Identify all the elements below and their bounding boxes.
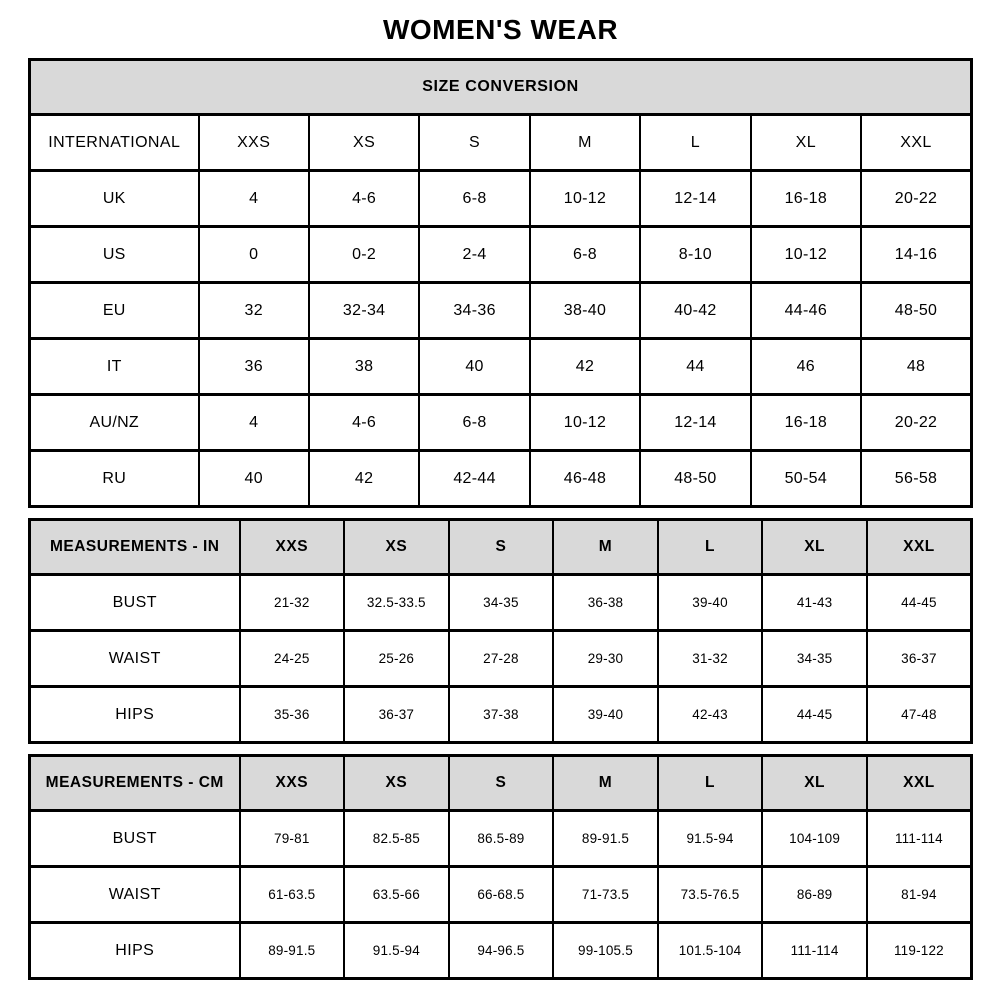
value-cell: 10-12: [530, 171, 640, 227]
size-column-header: L: [658, 520, 763, 575]
row-label: AU/NZ: [30, 395, 199, 451]
value-cell: 36-38: [553, 575, 658, 631]
value-cell: 111-114: [762, 923, 867, 979]
value-cell: 42-43: [658, 687, 763, 743]
value-cell: 32-34: [309, 283, 419, 339]
value-cell: 10-12: [530, 395, 640, 451]
value-cell: 32: [199, 283, 309, 339]
table-row: [30, 395, 972, 451]
size-column-header: XXL: [867, 756, 972, 811]
size-column-header: XL: [762, 520, 867, 575]
value-cell: 20-22: [861, 171, 971, 227]
size-column-header: M: [530, 115, 640, 171]
value-cell: 46-48: [530, 451, 640, 507]
row-label: HIPS: [30, 923, 240, 979]
value-cell: 27-28: [449, 631, 554, 687]
value-cell: 38-40: [530, 283, 640, 339]
row-group-header: MEASUREMENTS - IN: [30, 520, 240, 575]
row-label: BUST: [30, 575, 240, 631]
value-cell: 36: [199, 339, 309, 395]
value-cell: 35-36: [240, 687, 345, 743]
value-cell: 119-122: [867, 923, 972, 979]
value-cell: 31-32: [658, 631, 763, 687]
value-cell: 4-6: [309, 395, 419, 451]
size-column-header: XL: [762, 756, 867, 811]
size-column-header: XS: [344, 520, 449, 575]
value-cell: 40: [199, 451, 309, 507]
value-cell: 4: [199, 395, 309, 451]
banner-row: [30, 60, 972, 115]
value-cell: 34-35: [449, 575, 554, 631]
table-row: [30, 867, 972, 923]
value-cell: 32.5-33.5: [344, 575, 449, 631]
value-cell: 82.5-85: [344, 811, 449, 867]
value-cell: 34-35: [762, 631, 867, 687]
value-cell: 50-54: [751, 451, 861, 507]
value-cell: 6-8: [419, 395, 529, 451]
value-cell: 101.5-104: [658, 923, 763, 979]
value-cell: 48: [861, 339, 971, 395]
column-header-row: [30, 115, 972, 171]
table-row: [30, 575, 972, 631]
value-cell: 66-68.5: [449, 867, 554, 923]
row-label: RU: [30, 451, 199, 507]
value-cell: 73.5-76.5: [658, 867, 763, 923]
value-cell: 71-73.5: [553, 867, 658, 923]
row-label: HIPS: [30, 687, 240, 743]
value-cell: 40-42: [640, 283, 750, 339]
value-cell: 21-32: [240, 575, 345, 631]
size-column-header: XL: [751, 115, 861, 171]
value-cell: 104-109: [762, 811, 867, 867]
value-cell: 16-18: [751, 395, 861, 451]
value-cell: 39-40: [658, 575, 763, 631]
value-cell: 41-43: [762, 575, 867, 631]
value-cell: 29-30: [553, 631, 658, 687]
value-cell: 0: [199, 227, 309, 283]
value-cell: 4-6: [309, 171, 419, 227]
size-column-header: XS: [309, 115, 419, 171]
value-cell: 48-50: [640, 451, 750, 507]
value-cell: 6-8: [530, 227, 640, 283]
row-group-header: MEASUREMENTS - CM: [30, 756, 240, 811]
value-cell: 86.5-89: [449, 811, 554, 867]
value-cell: 89-91.5: [240, 923, 345, 979]
value-cell: 111-114: [867, 811, 972, 867]
value-cell: 0-2: [309, 227, 419, 283]
value-cell: 79-81: [240, 811, 345, 867]
size-column-header: S: [419, 115, 529, 171]
value-cell: 34-36: [419, 283, 529, 339]
size-column-header: S: [449, 756, 554, 811]
table-row: [30, 811, 972, 867]
value-cell: 12-14: [640, 395, 750, 451]
value-cell: 94-96.5: [449, 923, 554, 979]
value-cell: 44-45: [867, 575, 972, 631]
column-header-row: [30, 520, 972, 575]
value-cell: 42: [530, 339, 640, 395]
value-cell: 91.5-94: [344, 923, 449, 979]
table-row: [30, 923, 972, 979]
value-cell: 36-37: [867, 631, 972, 687]
value-cell: 42: [309, 451, 419, 507]
size-column-header: L: [640, 115, 750, 171]
value-cell: 25-26: [344, 631, 449, 687]
value-cell: 63.5-66: [344, 867, 449, 923]
value-cell: 36-37: [344, 687, 449, 743]
tables-container: [28, 58, 973, 980]
size-conversion-table: [28, 58, 973, 508]
table-row: [30, 227, 972, 283]
table-row: [30, 451, 972, 507]
value-cell: 2-4: [419, 227, 529, 283]
value-cell: 39-40: [553, 687, 658, 743]
value-cell: 8-10: [640, 227, 750, 283]
value-cell: 16-18: [751, 171, 861, 227]
value-cell: 42-44: [419, 451, 529, 507]
row-label: WAIST: [30, 631, 240, 687]
value-cell: 38: [309, 339, 419, 395]
value-cell: 40: [419, 339, 529, 395]
page-title: WOMEN'S WEAR: [382, 14, 619, 45]
table-row: [30, 339, 972, 395]
value-cell: 81-94: [867, 867, 972, 923]
size-column-header: S: [449, 520, 554, 575]
table-row: [30, 631, 972, 687]
size-column-header: XXS: [199, 115, 309, 171]
table-row: [30, 171, 972, 227]
value-cell: 4: [199, 171, 309, 227]
value-cell: 48-50: [861, 283, 971, 339]
column-header-row: [30, 756, 972, 811]
row-label: IT: [30, 339, 199, 395]
value-cell: 24-25: [240, 631, 345, 687]
row-label: BUST: [30, 811, 240, 867]
size-column-header: XXL: [867, 520, 972, 575]
size-column-header: L: [658, 756, 763, 811]
row-label: US: [30, 227, 199, 283]
row-label: EU: [30, 283, 199, 339]
value-cell: 99-105.5: [553, 923, 658, 979]
value-cell: 10-12: [751, 227, 861, 283]
measurements-cm-table: [28, 754, 973, 980]
row-group-header: INTERNATIONAL: [30, 115, 199, 171]
measurements-in-table: [28, 518, 973, 744]
table-row: [30, 283, 972, 339]
table-banner: SIZE CONVERSION: [30, 60, 972, 115]
value-cell: 14-16: [861, 227, 971, 283]
size-column-header: M: [553, 756, 658, 811]
value-cell: 44-46: [751, 283, 861, 339]
size-column-header: XS: [344, 756, 449, 811]
row-label: WAIST: [30, 867, 240, 923]
value-cell: 12-14: [640, 171, 750, 227]
value-cell: 20-22: [861, 395, 971, 451]
size-column-header: XXL: [861, 115, 971, 171]
value-cell: 56-58: [861, 451, 971, 507]
value-cell: 46: [751, 339, 861, 395]
value-cell: 47-48: [867, 687, 972, 743]
size-column-header: XXS: [240, 520, 345, 575]
value-cell: 44: [640, 339, 750, 395]
value-cell: 89-91.5: [553, 811, 658, 867]
value-cell: 6-8: [419, 171, 529, 227]
value-cell: 44-45: [762, 687, 867, 743]
table-row: [30, 687, 972, 743]
value-cell: 61-63.5: [240, 867, 345, 923]
size-column-header: XXS: [240, 756, 345, 811]
value-cell: 91.5-94: [658, 811, 763, 867]
size-column-header: M: [553, 520, 658, 575]
value-cell: 86-89: [762, 867, 867, 923]
value-cell: 37-38: [449, 687, 554, 743]
row-label: UK: [30, 171, 199, 227]
